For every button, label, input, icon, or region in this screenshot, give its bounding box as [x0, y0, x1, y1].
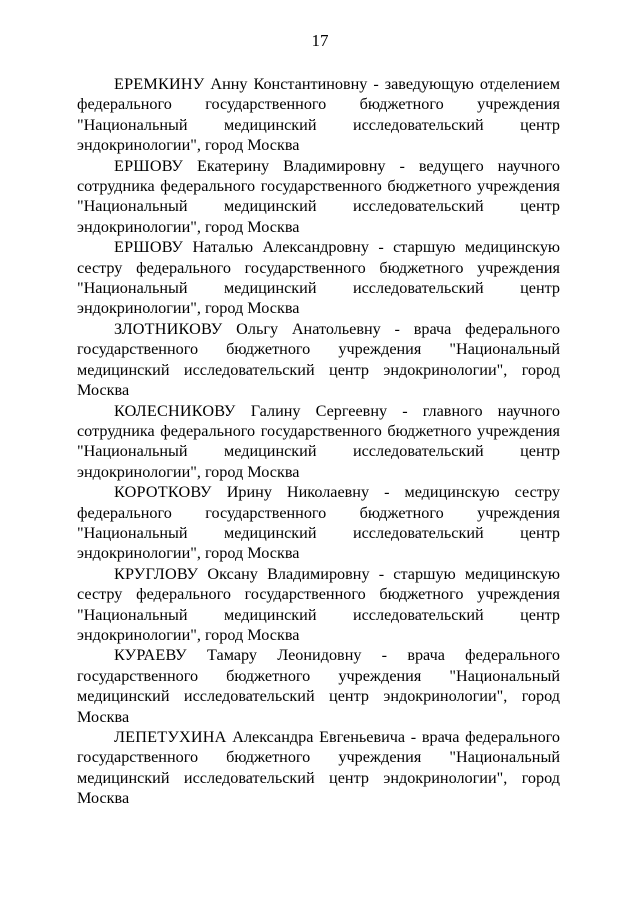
recipient-surname: ЛЕПЕТУХИНА [114, 728, 227, 746]
recipient-surname: ЗЛОТНИКОВУ [114, 319, 223, 338]
list-item [77, 727, 560, 809]
recipient-details: Ольгу Анатольевну - врача федерального государственного бюджетного учреждения "Национальный медицинский исследовательский центр эндокринологии", город Москва [77, 319, 560, 400]
recipient-details: Александра Евгеньевича - врача федерального государственного бюджетного учреждения "Национальный медицинский исследовательский центр эндокринологии", город Москва [77, 728, 560, 808]
list-item [77, 237, 560, 319]
recipient-details: Наталью Александровну - старшую медицинскую сестру федерального государственного бюджетного учреждения "Национальный медицинский исследовательский центр эндокринологии", город Москва [77, 238, 561, 318]
recipient-surname: КУРАЕВУ [114, 646, 187, 665]
recipient-details: Екатерину Владимировну - ведущего научного сотрудника федерального государственного бюджетного учреждения "Национальный медицинский исследовательский центр эндокринологии", город Москва [77, 156, 560, 236]
recipient-details: Ирину Николаевну - медицинскую сестру федерального государственного бюджетного учреждения "Национальный медицинский исследовательский центр эндокринологии", город Москва [77, 483, 560, 563]
award-list [77, 74, 560, 809]
recipient-details: Тамару Леонидовну - врача федерального государственного бюджетного учреждения "Национальный медицинский исследовательский центр эндокринологии", город Москва [77, 646, 560, 726]
recipient-details: Анну Константиновну - заведующую отделением федерального государственного бюджетного учреждения "Национальный медицинский исследовательский центр эндокринологии", город Москва [77, 75, 561, 155]
recipient-details: Галину Сергеевну - главного научного сотрудника федерального государственного бюджетного учреждения "Национальный медицинский исследовательский центр эндокринологии", город Москва [77, 401, 561, 481]
list-item [77, 482, 560, 564]
list-item [77, 564, 560, 646]
recipient-surname: ЕРЕМКИНУ [114, 75, 205, 93]
recipient-surname: ЕРШОВУ [114, 156, 184, 175]
page-number: 17 [311, 31, 329, 50]
recipient-surname: КОРОТКОВУ [114, 483, 212, 502]
recipient-surname: ЕРШОВУ [114, 238, 184, 257]
list-item [77, 156, 560, 238]
list-item [77, 645, 560, 727]
list-item [77, 401, 560, 483]
recipient-surname: КОЛЕСНИКОВУ [114, 401, 236, 420]
list-item [77, 74, 560, 156]
recipient-surname: КРУГЛОВУ [114, 564, 199, 583]
recipient-details: Оксану Владимировну - старшую медицинскую сестру федерального государственного бюджетного учреждения "Национальный медицинский исследовательский центр эндокринологии", город Москва [77, 564, 560, 644]
list-item [77, 319, 560, 401]
